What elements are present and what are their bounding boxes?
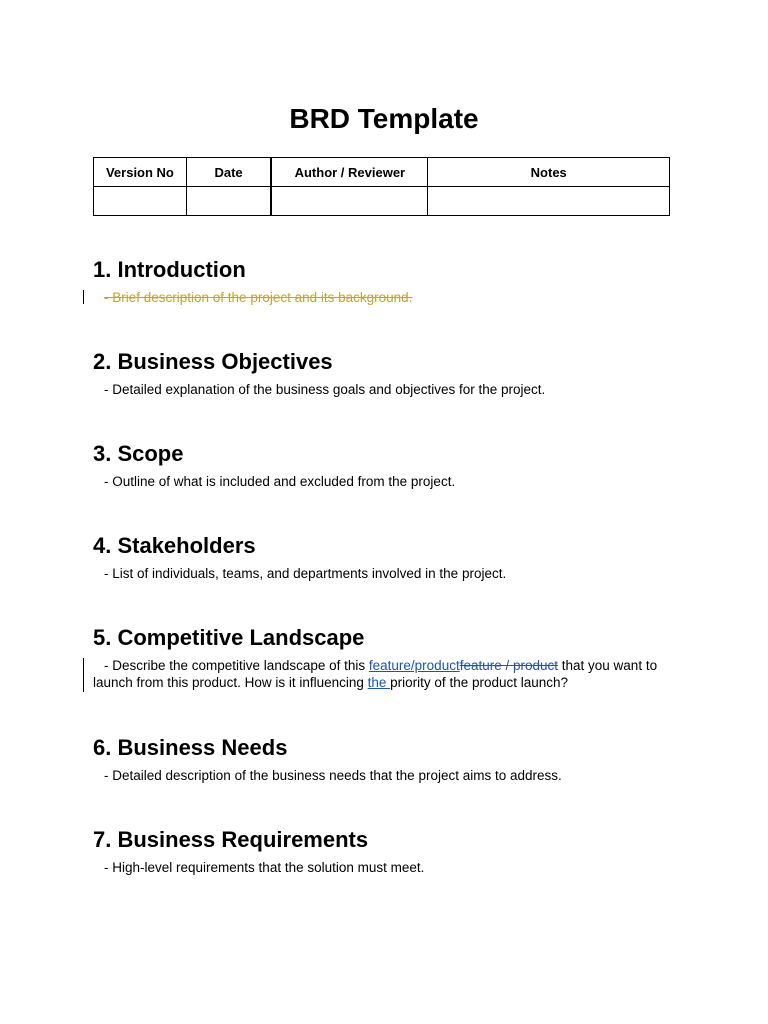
header-author-reviewer: Author / Reviewer [271, 158, 428, 187]
cell-version-no[interactable] [94, 187, 187, 216]
section-heading: 2. Business Objectives [93, 349, 333, 374]
section-body: - List of individuals, teams, and departments involved in the project. [104, 566, 507, 581]
cell-notes[interactable] [428, 187, 670, 216]
table-row [94, 187, 670, 216]
section-introduction [93, 256, 683, 306]
version-history-table [93, 157, 670, 216]
document-title: BRD Template [289, 103, 479, 134]
section-heading: 3. Scope [93, 441, 184, 466]
section-heading: 1. Introduction [93, 257, 246, 282]
section-scope [93, 440, 683, 490]
section-body: - Detailed explanation of the business goals and objectives for the project. [104, 382, 546, 397]
change-bar-introduction [83, 290, 84, 304]
section-heading: 6. Business Needs [93, 735, 288, 760]
table-header-row [94, 158, 670, 187]
section-body: - Describe the competitive landscape of this feature/productfeature / product that you want to launch from this product. How is it influencing the priority of the product launch? [93, 658, 658, 690]
inserted-text: feature/product [368, 658, 460, 673]
deleted-text: - Brief description of the project and its background. [104, 290, 413, 305]
section-body: - Outline of what is included and excluded from the project. [104, 474, 456, 489]
section-business-needs [93, 734, 683, 784]
change-bar-competitive-landscape [83, 658, 84, 692]
section-business-objectives [93, 348, 683, 398]
header-version-no: Version No [94, 158, 187, 187]
deleted-text: feature / product [459, 658, 559, 673]
inserted-text: the [367, 675, 391, 690]
section-body: - Detailed description of the business needs that the project aims to address. [104, 768, 562, 783]
section-competitive-landscape [93, 624, 683, 691]
section-heading: 5. Competitive Landscape [93, 625, 365, 650]
section-stakeholders [93, 532, 683, 582]
section-body [93, 289, 683, 306]
section-heading: 7. Business Requirements [93, 827, 369, 852]
section-body: - High-level requirements that the solution must meet. [104, 860, 425, 875]
cell-author-reviewer[interactable] [271, 187, 428, 216]
section-heading: 4. Stakeholders [93, 533, 256, 558]
header-notes: Notes [428, 158, 670, 187]
section-business-requirements [93, 826, 683, 876]
cell-date[interactable] [186, 187, 271, 216]
header-date: Date [186, 158, 271, 187]
